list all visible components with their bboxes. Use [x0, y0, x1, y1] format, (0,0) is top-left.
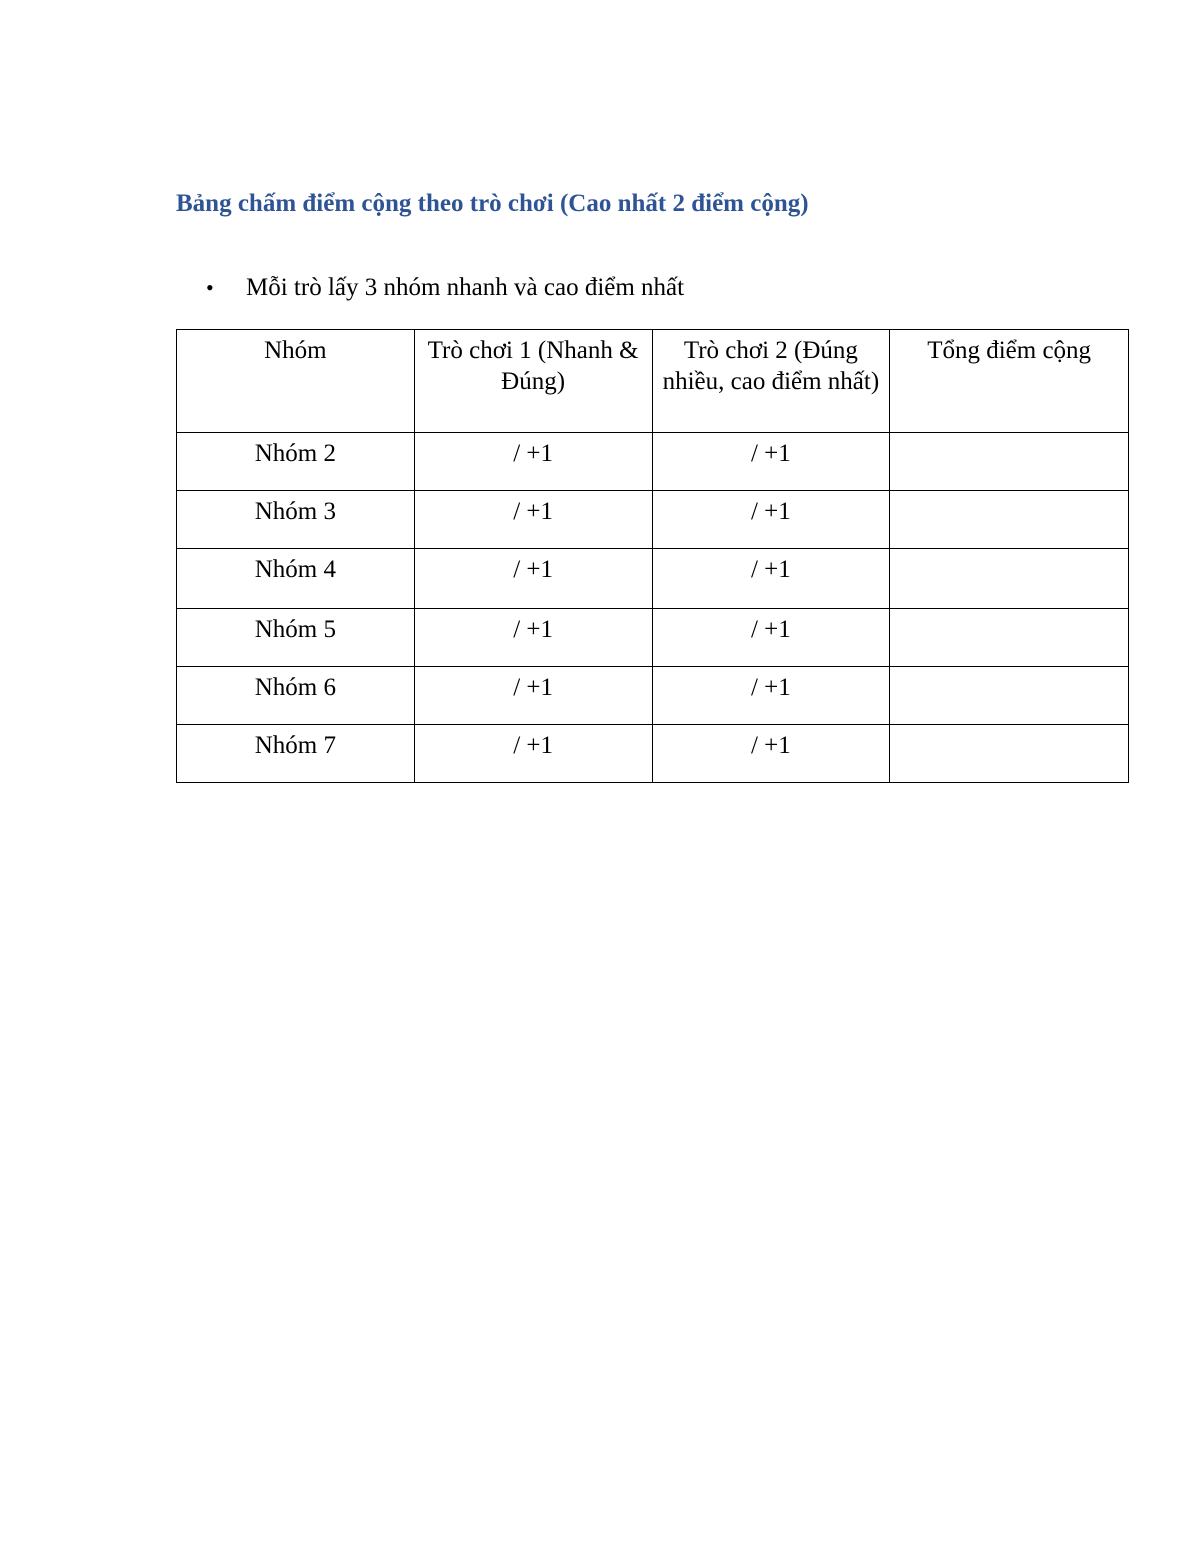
- cell-game-2: / +1: [652, 725, 890, 783]
- header-total: Tổng điểm cộng: [890, 330, 1129, 433]
- cell-total: [890, 549, 1129, 609]
- cell-total: [890, 609, 1129, 667]
- bullet-text: Mỗi trò lấy 3 nhóm nhanh và cao điểm nhất: [246, 274, 685, 301]
- bullet-icon: •: [206, 275, 214, 300]
- cell-game-2: / +1: [652, 667, 890, 725]
- table-row: [177, 433, 1129, 491]
- cell-group: Nhóm 4: [177, 549, 415, 609]
- score-table: [176, 329, 1129, 783]
- document-title: Bảng chấm điểm cộng theo trò chơi (Cao nhất 2 điểm cộng): [176, 190, 809, 217]
- header-game-2: Trò chơi 2 (Đúng nhiều, cao điểm nhất): [652, 330, 890, 433]
- table-row: [177, 725, 1129, 783]
- table-row: [177, 549, 1129, 609]
- cell-game-1: / +1: [414, 433, 652, 491]
- cell-total: [890, 491, 1129, 549]
- cell-group: Nhóm 6: [177, 667, 415, 725]
- cell-group: Nhóm 7: [177, 725, 415, 783]
- cell-game-1: / +1: [414, 609, 652, 667]
- cell-game-1: / +1: [414, 667, 652, 725]
- header-game-1: Trò chơi 1 (Nhanh & Đúng): [414, 330, 652, 433]
- cell-game-2: / +1: [652, 433, 890, 491]
- bullet-list-item: [206, 274, 684, 302]
- cell-group: Nhóm 5: [177, 609, 415, 667]
- header-group: Nhóm: [177, 330, 415, 433]
- cell-game-2: / +1: [652, 491, 890, 549]
- table-row: [177, 491, 1129, 549]
- cell-group: Nhóm 2: [177, 433, 415, 491]
- table-header-row: [177, 330, 1129, 433]
- cell-game-1: / +1: [414, 549, 652, 609]
- cell-game-1: / +1: [414, 725, 652, 783]
- cell-total: [890, 433, 1129, 491]
- table-row: [177, 667, 1129, 725]
- cell-total: [890, 667, 1129, 725]
- cell-game-1: / +1: [414, 491, 652, 549]
- cell-total: [890, 725, 1129, 783]
- table-row: [177, 609, 1129, 667]
- cell-game-2: / +1: [652, 609, 890, 667]
- cell-game-2: / +1: [652, 549, 890, 609]
- cell-group: Nhóm 3: [177, 491, 415, 549]
